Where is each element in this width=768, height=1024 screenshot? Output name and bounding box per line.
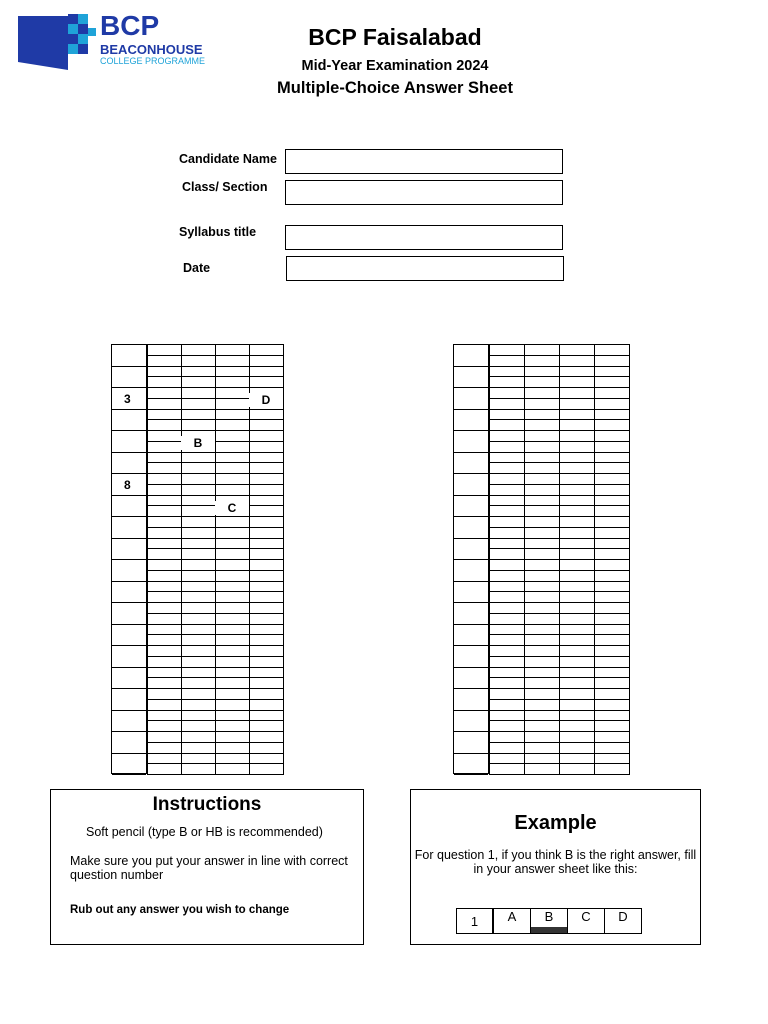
instructions-panel <box>50 789 364 945</box>
answer-cell-c[interactable] <box>559 763 595 775</box>
question-number: 3 <box>124 392 131 406</box>
question-number-cell <box>454 603 488 625</box>
question-number-cell <box>454 517 488 539</box>
sheet-title: Multiple-Choice Answer Sheet <box>277 79 513 97</box>
date-field[interactable] <box>286 256 564 281</box>
example-panel <box>410 789 701 945</box>
question-number-cell <box>454 474 488 496</box>
question-number-cell <box>112 689 146 711</box>
candidate-name-field[interactable] <box>285 149 563 174</box>
question-number-cell <box>112 754 146 776</box>
question-number-cell <box>454 711 488 733</box>
answer-cell-a[interactable] <box>489 763 525 775</box>
answer-cell-a[interactable] <box>147 763 182 775</box>
example-filled-mark <box>531 927 567 933</box>
date-label: Date <box>183 261 211 275</box>
logo-subtitle: COLLEGE PROGRAMME <box>100 56 206 66</box>
question-number-cell <box>454 539 488 561</box>
question-number-cell <box>454 453 488 475</box>
question-number-cell <box>112 539 146 561</box>
question-number-cell <box>454 410 488 432</box>
answer-cell-d[interactable] <box>249 763 284 775</box>
question-number-cell <box>112 625 146 647</box>
question-number-cell <box>112 345 146 367</box>
school-logo <box>16 10 206 74</box>
question-number-cell <box>112 668 146 690</box>
syllabus-label: Syllabus title <box>179 225 257 239</box>
answer-grid-right <box>453 344 629 774</box>
question-number-cell <box>454 625 488 647</box>
answer-cell-d[interactable] <box>594 763 630 775</box>
question-number-cell <box>112 410 146 432</box>
question-number-cell <box>454 496 488 518</box>
instruction-alignment: Make sure you put your answer in line with correct question number <box>70 854 348 882</box>
example-title: Example <box>514 812 597 834</box>
question-number-cell <box>112 496 146 518</box>
question-number-cell <box>454 431 488 453</box>
question-number: 8 <box>124 478 131 492</box>
question-number-cell <box>112 582 146 604</box>
question-number-cell <box>454 367 488 389</box>
answer-cell-b[interactable] <box>524 763 560 775</box>
example-option-a: A <box>493 908 531 934</box>
marked-answer: D <box>249 393 283 407</box>
school-title: BCP Faisalabad <box>308 24 482 50</box>
instruction-pencil: Soft pencil (type B or HB is recommended) <box>86 825 323 839</box>
example-answer-row <box>456 908 644 934</box>
example-question-number: 1 <box>456 908 493 934</box>
instructions-title: Instructions <box>152 794 262 815</box>
instruction-rubout: Rub out any answer you wish to change <box>70 904 290 916</box>
example-option-d: D <box>604 908 642 934</box>
question-number-cell <box>454 388 488 410</box>
question-number-cell <box>112 431 146 453</box>
answer-cell-b[interactable] <box>181 763 216 775</box>
class-section-field[interactable] <box>285 180 563 205</box>
question-number-cell <box>112 560 146 582</box>
question-number-cell <box>454 582 488 604</box>
logo-name: BEACONHOUSE <box>100 42 203 57</box>
example-text: For question 1, if you think B is the right answer, fill in your answer sheet like this: <box>414 848 697 876</box>
question-number-cell <box>112 603 146 625</box>
answer-grid-left <box>111 344 283 774</box>
logo-abbr: BCP <box>100 10 160 41</box>
question-number-column <box>453 344 489 774</box>
question-number-cell <box>112 517 146 539</box>
question-number-cell <box>112 453 146 475</box>
question-number-column <box>111 344 147 774</box>
marked-answer: C <box>215 501 249 515</box>
question-number-cell <box>454 732 488 754</box>
question-number-cell <box>454 689 488 711</box>
logo-mark-icon <box>16 14 96 74</box>
question-number-cell <box>454 668 488 690</box>
question-number-cell <box>112 474 146 496</box>
candidate-name-label: Candidate Name <box>179 152 277 166</box>
question-number-cell <box>112 646 146 668</box>
marked-answer: B <box>181 436 215 450</box>
example-option-c: C <box>567 908 605 934</box>
question-number-cell <box>112 367 146 389</box>
question-number-cell <box>454 560 488 582</box>
question-number-cell <box>454 345 488 367</box>
question-number-cell <box>112 732 146 754</box>
question-number-cell <box>112 388 146 410</box>
question-number-cell <box>454 646 488 668</box>
class-section-label: Class/ Section <box>182 180 268 194</box>
exam-title: Mid-Year Examination 2024 <box>301 58 489 74</box>
answer-cell-c[interactable] <box>215 763 250 775</box>
example-option-b: B <box>530 908 568 934</box>
question-number-cell <box>112 711 146 733</box>
syllabus-field[interactable] <box>285 225 563 250</box>
question-number-cell <box>454 754 488 776</box>
